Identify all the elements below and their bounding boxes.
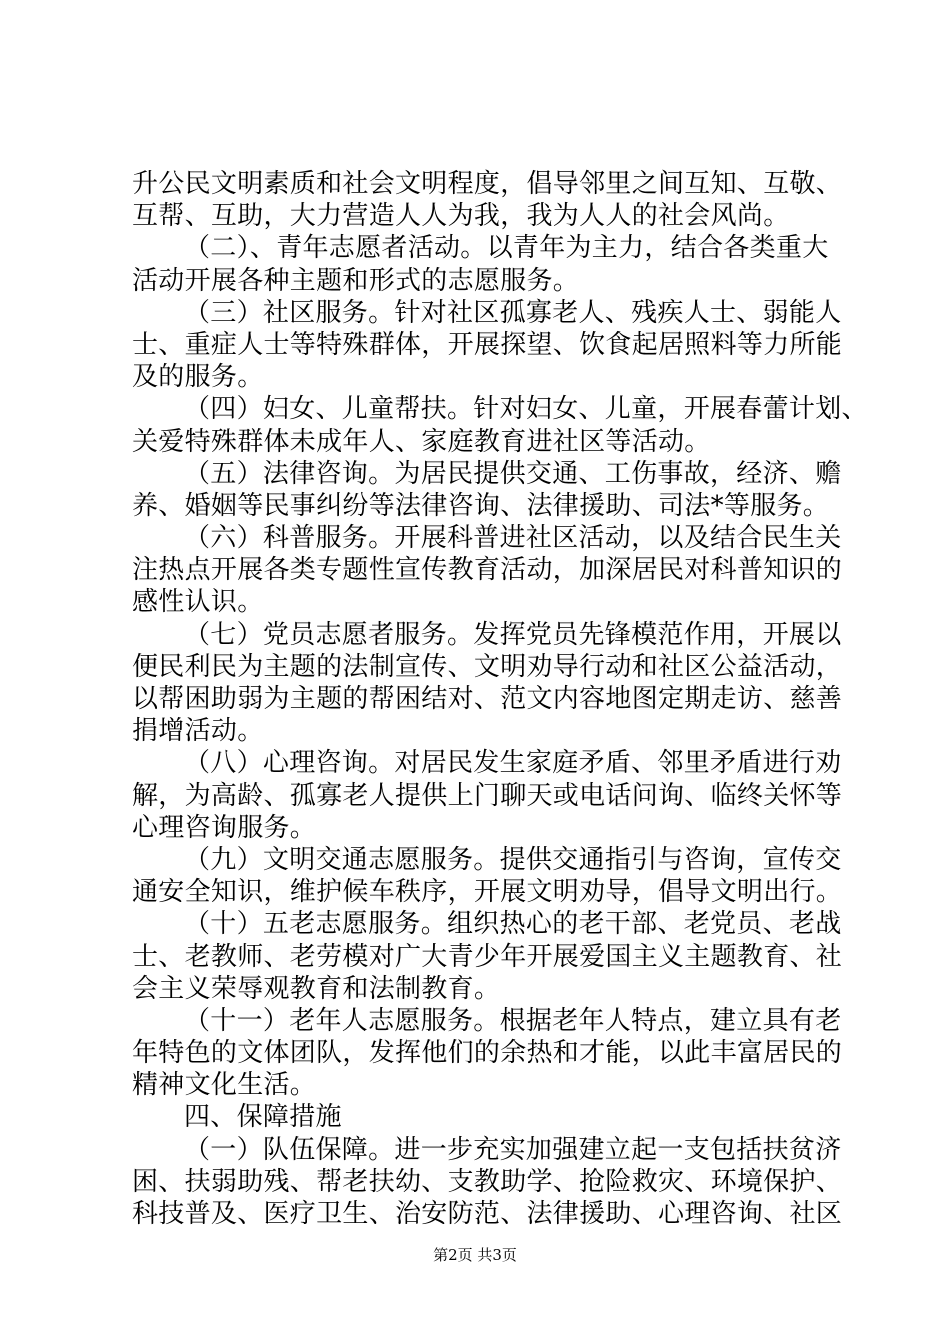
text-line: 科技普及、医疗卫生、治安防范、法律援助、心理咨询、社区: [132, 1199, 843, 1229]
text-line: （三）社区服务。针对社区孤寡老人、残疾人士、弱能人: [184, 297, 842, 328]
text-line: 年特色的文体团队，发挥他们的余热和才能，以此丰富居民的: [132, 1038, 843, 1069]
text-line: 及的服务。: [132, 362, 264, 393]
text-line: 士、老教师、老劳模对广大青少年开展爱国主义主题教育、社: [132, 941, 843, 972]
text-line: （四）妇女、儿童帮扶。针对妇女、儿童，开展春蕾计划、: [184, 394, 868, 425]
text-line: 捐增活动。: [132, 716, 264, 747]
text-line: （六）科普服务。开展科普进社区活动，以及结合民生关: [184, 523, 842, 554]
text-line: 关爱特殊群体未成年人、家庭教育进社区等活动。: [132, 426, 711, 457]
text-line: 心理咨询服务。: [132, 812, 317, 843]
text-line: 通安全知识，维护候车秩序，开展文明劝导，倡导文明出行。: [132, 877, 843, 908]
text-line: （五）法律咨询。为居民提供交通、工伤事故，经济、赡: [184, 458, 842, 489]
text-line: （九）文明交通志愿服务。提供交通指引与咨询，宣传交: [184, 844, 842, 875]
text-line: 升公民文明素质和社会文明程度，倡导邻里之间互知、互敬、: [132, 169, 843, 199]
text-line: 士、重症人士等特殊群体，开展探望、饮食起居照料等力所能: [132, 329, 843, 360]
text-line: 注热点开展各类专题性宣传教育活动，加深居民对科普知识的: [132, 555, 843, 586]
text-line: 养、婚姻等民事纠纷等法律咨询、法律援助、司法*等服务。: [132, 490, 830, 521]
text-line: 以帮困助弱为主题的帮困结对、范文内容地图定期走访、慈善: [132, 684, 843, 714]
text-line: （一）队伍保障。进一步充实加强建立起一支包括扶贫济: [184, 1134, 842, 1165]
document-body: [132, 168, 868, 1230]
text-line: 会主义荣辱观教育和法制教育。: [132, 973, 501, 1004]
text-line: 困、扶弱助残、帮老扶幼、支教助学、抢险救灾、环境保护、: [132, 1166, 843, 1197]
text-line: （八）心理咨询。对居民发生家庭矛盾、邻里矛盾进行劝: [184, 748, 842, 779]
text-line: （七）党员志愿者服务。发挥党员先锋模范作用，开展以: [184, 619, 842, 650]
text-line: （十一）老年人志愿服务。根据老年人特点，建立具有老: [184, 1005, 842, 1036]
text-line: 精神文化生活。: [132, 1070, 317, 1101]
text-line: （二）、青年志愿者活动。以青年为主力，结合各类重大: [184, 233, 829, 264]
text-line: （十）五老志愿服务。组织热心的老干部、老党员、老战: [184, 909, 842, 940]
text-line: 便民利民为主题的法制宣传、文明劝导行动和社区公益活动，: [132, 651, 843, 682]
text-line: 感性认识。: [132, 587, 264, 618]
text-line: 解，为高龄、孤寡老人提供上门聊天或电话问询、临终关怀等: [132, 780, 843, 811]
text-line: 互帮、互助，大力营造人人为我，我为人人的社会风尚。: [132, 201, 790, 232]
text-line: 活动开展各种主题和形式的志愿服务。: [132, 265, 580, 296]
page-footer: 第2页 共3页: [433, 1246, 517, 1264]
text-line: 四、保障措施: [184, 1102, 342, 1133]
